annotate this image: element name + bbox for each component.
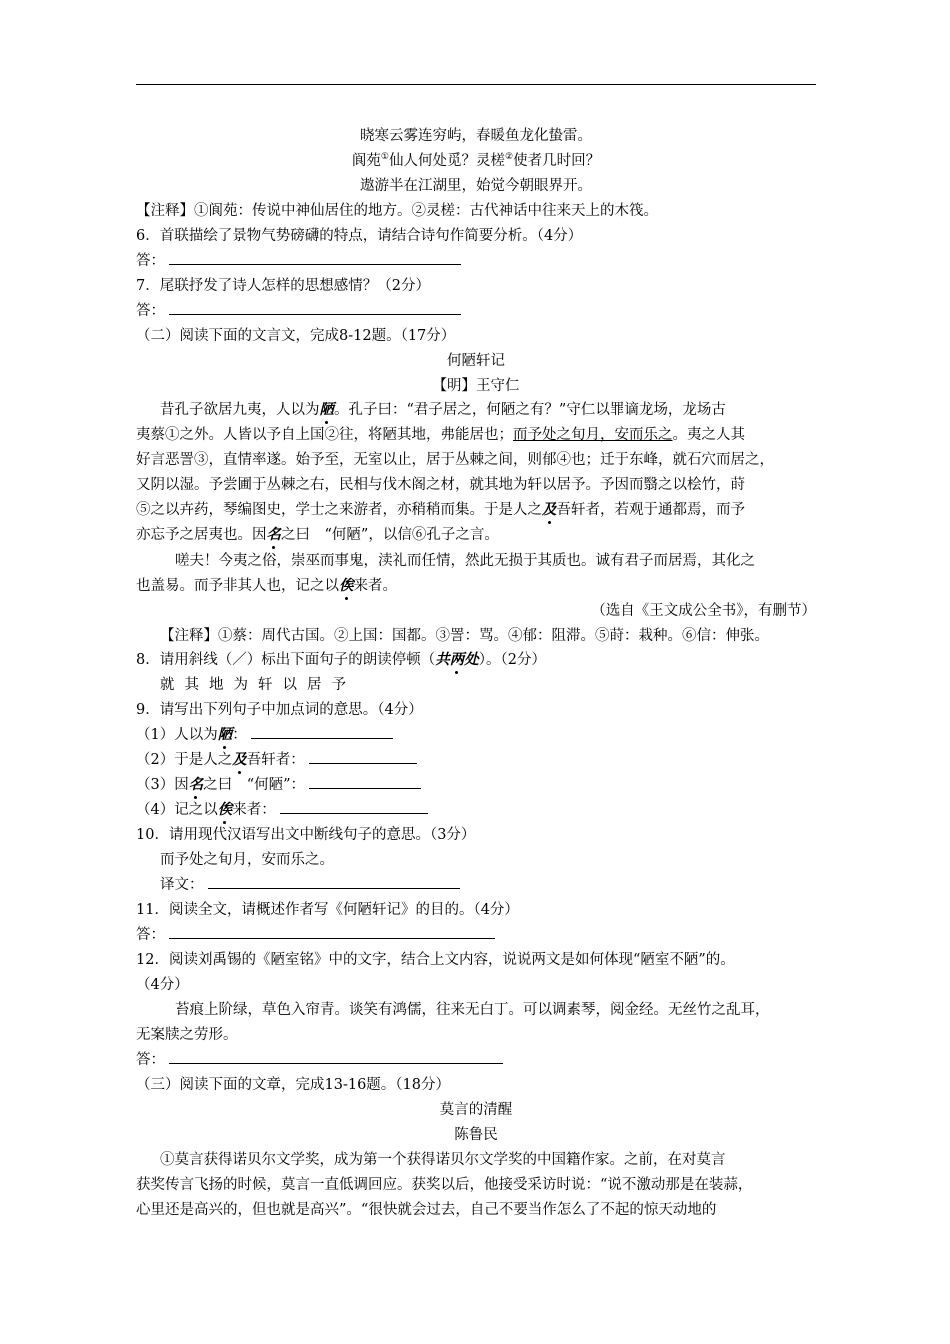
section-3-heading: （三）阅读下面的文章，完成13-16题。（18分） bbox=[136, 1077, 450, 1093]
question-12-quote: 苔痕上阶绿，草色入帘青。谈笑有鸿儒，往来无白丁。可以调素琴，阅金经。无丝竹之乱耳， bbox=[175, 1002, 770, 1018]
passage-line: 亦忘予之居夷也。因名之曰 “何陋”，以信⑥孔子之言。 bbox=[136, 526, 499, 543]
question-7: 7．尾联抒发了诗人怎样的思想感情？（2分） bbox=[136, 278, 430, 294]
passage-line: 又阴以湿。予尝圃于丛棘之右，民相与伐木阁之材，就其地为轩以居予。予因而翳之以桧竹，莳 bbox=[136, 477, 745, 493]
question-9-item-3: （3）因名之曰 “何陋”： bbox=[136, 775, 826, 795]
answer-line[interactable] bbox=[169, 1051, 503, 1064]
question-12-quote: 无案牍之劳形。 bbox=[136, 1027, 238, 1043]
passage-line: 也盖易。而予非其人也，记之以俟来者。 bbox=[136, 577, 397, 594]
passage-line: 昔孔子欲居九夷，人以为陋。孔子曰：“君子居之，何陋之有？”守仁以罪谪龙场，龙场古 bbox=[160, 401, 726, 418]
passage-line: 嗟夫！今夷之俗，崇巫而事鬼，渎礼而任情，然此无损于其质也。诚有君子而居焉，其化之 bbox=[175, 553, 755, 569]
question-8-sentence: 就其地为轩以居予 bbox=[160, 677, 356, 693]
section-3-author: 陈鲁民 bbox=[454, 1127, 498, 1143]
question-9: 9．请写出下列句子中加点词的意思。（4分） bbox=[136, 702, 423, 718]
answer-7: 答： bbox=[136, 301, 826, 321]
poem-line-1: 晓寒云雾连穷屿，春暖鱼龙化蛰雷。 bbox=[360, 128, 592, 144]
question-10-translation: 译文： bbox=[160, 875, 850, 895]
question-9-item-4: （4）记之以俟来者： bbox=[136, 800, 826, 820]
question-10-sentence: 而予处之旬月，安而乐之。 bbox=[160, 852, 334, 868]
answer-line[interactable] bbox=[251, 726, 393, 739]
answer-line[interactable] bbox=[309, 776, 421, 789]
answer-line[interactable] bbox=[169, 252, 461, 265]
passage-line: 好言恶詈③，直情率遂。始予至，无室以止，居于丛棘之间，则郁④也；迁于东峰，就石穴而居之， bbox=[136, 452, 774, 468]
question-9-item-2: （2）于是人之及吾轩者： bbox=[136, 750, 826, 770]
passage-source: （选自《王文成公全书》，有删节） bbox=[591, 603, 816, 619]
question-9-item-1: （1）人以为陋： bbox=[136, 725, 826, 745]
answer-line[interactable] bbox=[280, 801, 428, 814]
answer-line[interactable] bbox=[169, 302, 461, 315]
question-12: 12．阅读刘禹锡的《陋室铭》中的文字，结合上文内容，说说两文是如何体现“陋室不陋”的。 bbox=[136, 952, 735, 968]
passage-line: 夷蔡①之外。人皆以予自上国②往，将陋其地，弗能居也；而予处之旬月，安而乐之。夷之人其 bbox=[136, 427, 745, 443]
answer-line[interactable] bbox=[169, 926, 495, 939]
section-2-author: 【明】王守仁 bbox=[432, 378, 520, 394]
question-8: 8．请用斜线（／）标出下面句子的朗读停顿（共两处）。（2分） bbox=[136, 651, 546, 668]
poem-line-3: 遨游半在江湖里，始觉今朝眼界开。 bbox=[360, 178, 592, 194]
section-2-title: 何陋轩记 bbox=[447, 353, 505, 369]
passage-line: ⑤之以卉药，琴编图史，学士之来游者，亦稍稍而集。于是人之及吾轩者，若观于通都焉，而予 bbox=[136, 501, 745, 518]
poem-notes: 【注释】①阆苑：传说中神仙居住的地方。②灵槎：古代神话中往来天上的木筏。 bbox=[136, 203, 658, 219]
article-line: ①莫言获得诺贝尔文学奖，成为第一个获得诺贝尔文学奖的中国籍作家。之前，在对莫言 bbox=[160, 1152, 726, 1168]
passage-notes: 【注释】①蔡：周代古国。②上国：国都。③詈：骂。④郁：阻滞。⑤莳：栽种。⑥信：伸张。 bbox=[160, 628, 769, 644]
article-line: 获奖传言飞扬的时候，莫言一直低调回应。获奖以后，他接受采访时说：“说不激动那是在装蒜， bbox=[136, 1177, 753, 1193]
header-rule bbox=[136, 84, 816, 85]
poem-line-2: 阆苑①仙人何处觅？灵槎②使者几时回？ bbox=[351, 152, 601, 169]
question-11: 11．阅读全文，请概述作者写《何陋轩记》的目的。（4分） bbox=[136, 902, 519, 918]
section-3-title: 莫言的清醒 bbox=[439, 1102, 513, 1118]
section-2-heading: （二）阅读下面的文言文，完成8-12题。（17分） bbox=[136, 328, 456, 344]
answer-6: 答： bbox=[136, 251, 826, 271]
question-12-score: （4分） bbox=[136, 977, 189, 993]
answer-11: 答： bbox=[136, 925, 826, 945]
answer-line[interactable] bbox=[208, 876, 460, 889]
answer-line[interactable] bbox=[309, 751, 417, 764]
question-10: 10．请用现代汉语写出文中断线句子的意思。（3分） bbox=[136, 827, 476, 843]
question-6: 6．首联描绘了景物气势磅礴的特点，请结合诗句作简要分析。（4分） bbox=[136, 228, 583, 244]
answer-12: 答： bbox=[136, 1050, 826, 1070]
article-line: 心里还是高兴的，但也就是高兴”。“很快就会过去，自己不要当作怎么了不起的惊天动地的 bbox=[136, 1202, 717, 1218]
